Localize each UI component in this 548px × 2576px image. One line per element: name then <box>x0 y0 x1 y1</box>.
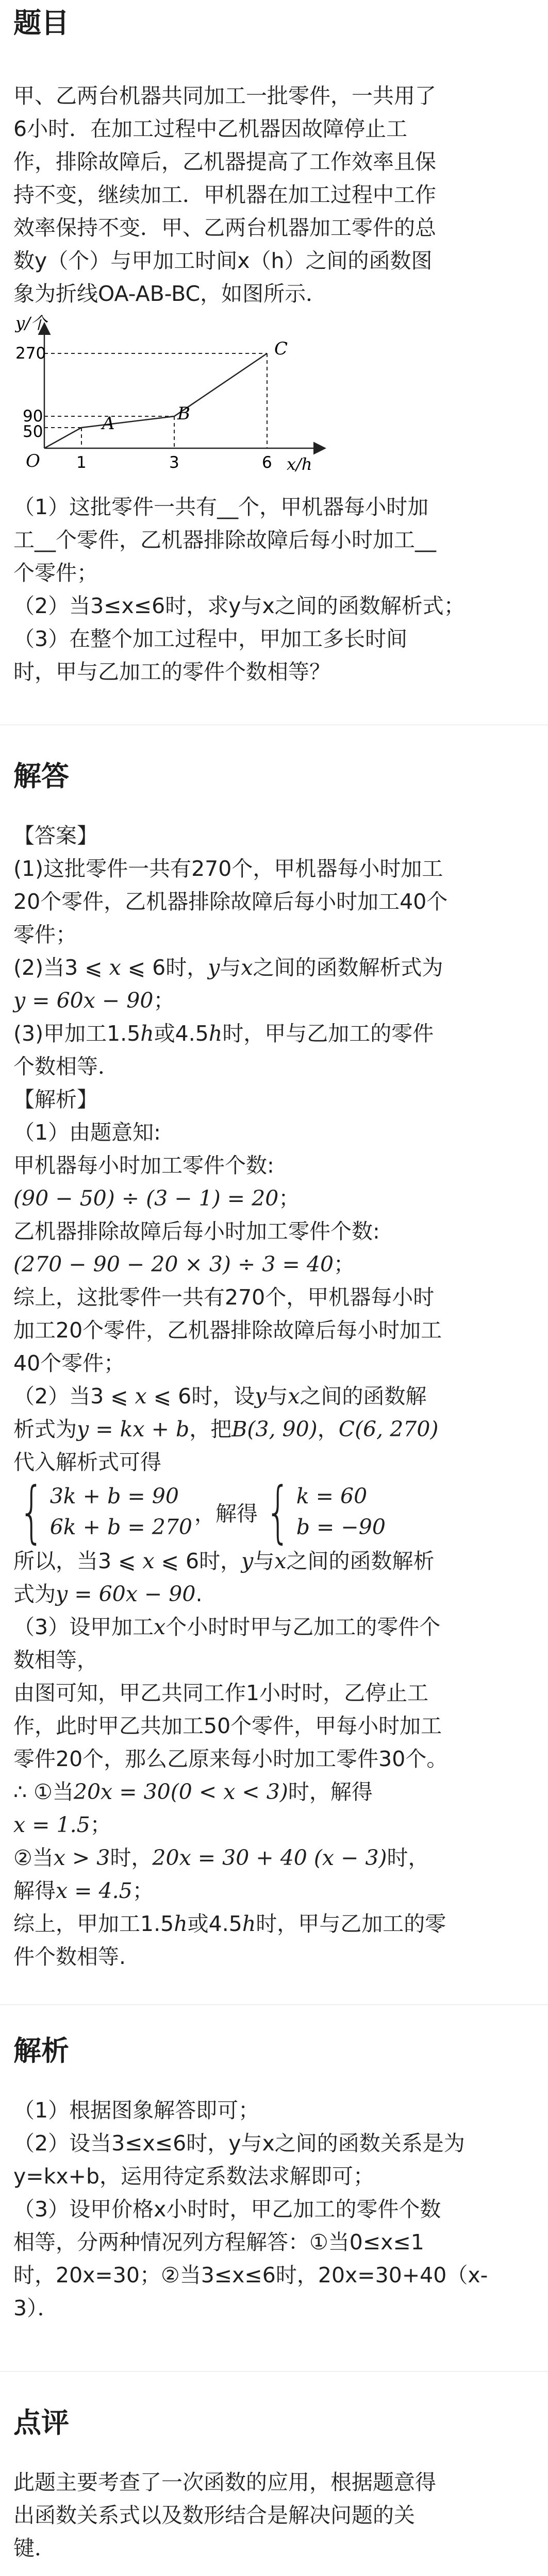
question-line: 效率保持不变．甲、乙两台机器加工零件的总 <box>13 215 436 240</box>
answer-heading: 解答 <box>13 760 69 792</box>
answer-line: y = 60x − 90； <box>13 988 175 1013</box>
hint-line: 3）． <box>13 2296 59 2320</box>
y-tick-270: 270 <box>15 344 46 363</box>
analysis-line: 甲机器每小时加工零件个数: <box>13 1153 274 1178</box>
answer-line: 个数相等． <box>13 1054 119 1079</box>
question-line: 象为折线OA-AB-BC，如图所示． <box>13 281 327 306</box>
analysis-line: 由图可知，甲乙共同工作1小时时，乙停止工 <box>13 1681 429 1705</box>
analysis-line: ∴ ①当20x = 30(0 < x < 3)时，解得 <box>13 1780 373 1804</box>
analysis-line: (270 − 90 − 20 × 3) ÷ 3 = 40； <box>13 1252 355 1277</box>
hint-line: （1）根据图象解答即可； <box>13 2098 260 2123</box>
answer-line: (3)甲加工1.5h或4.5h时，甲与乙加工的零件 <box>13 1021 434 1046</box>
comment-line: 键． <box>13 2536 56 2561</box>
x-tick-3: 3 <box>169 453 179 472</box>
equation-solution: { k = 60 b = −90 <box>265 1472 386 1551</box>
polyline-oabc <box>44 353 267 448</box>
point-b-label: B <box>177 403 190 424</box>
origin-label: O <box>26 451 40 471</box>
analysis-line: 作，此时甲乙共加工50个零件，甲每小时加工 <box>13 1714 442 1738</box>
analysis-line: x = 1.5； <box>13 1812 111 1837</box>
y-tick-50: 50 <box>23 422 43 441</box>
hint-line: 时，20x=30；②当3≤x≤6时，20x=30+40（x- <box>13 2263 488 2287</box>
analysis-line: 代入解析式可得 <box>13 1450 161 1475</box>
sub-question-line: 个零件； <box>13 561 98 585</box>
sub-question-line: 时，甲与乙加工的零件个数相等？ <box>13 659 330 684</box>
analysis-tag: 【解析】 <box>13 1087 98 1112</box>
sub-question-line: （1）这批零件一共有__个，甲机器每小时加 <box>13 495 429 519</box>
analysis-line: （2）当3 ⩽ x ⩽ 6时，设y与x之间的函数解 <box>13 1384 427 1409</box>
analysis-line: 件个数相等. <box>13 1944 126 1969</box>
analysis-line: （3）设甲加工x个小时时甲与乙加工的零件个 <box>13 1615 441 1639</box>
comment-heading: 点评 <box>13 2406 69 2439</box>
analysis-line: 零件20个，那么乙原来每小时加工零件30个。 <box>13 1747 448 1771</box>
analysis-line: （1）由题意知: <box>13 1120 161 1145</box>
question-line: 数y（个）与甲加工时间x（h）之间的函数图 <box>13 248 433 273</box>
hint-line: y=kx+b，运用待定系数法求解即可； <box>13 2164 375 2189</box>
question-line: 持不变，继续加工．甲机器在加工过程中工作 <box>13 182 436 207</box>
analysis-line: 数相等， <box>13 1648 98 1672</box>
point-c-label: C <box>274 338 288 359</box>
analysis-line: ②当x > 3时，20x = 30 + 40 (x − 3)时， <box>13 1845 429 1870</box>
sub-question-line: 工__个零件，乙机器排除故障后每小时加工__ <box>13 528 436 552</box>
analysis-line: 乙机器排除故障后每小时加工零件个数: <box>13 1219 380 1244</box>
answer-tag: 【答案】 <box>13 823 98 848</box>
sub-question-line: （2）当3≤x≤6时，求y与x之间的函数解析式； <box>13 594 465 618</box>
x-axis-label: x/h <box>287 454 312 474</box>
analysis-line: 式为y = 60x − 90. <box>13 1582 203 1606</box>
answer-section <box>13 725 527 2004</box>
question-line: 作，排除故障后，乙机器提高了工作效率且保 <box>13 149 436 174</box>
analysis-line: 40个零件； <box>13 1351 125 1376</box>
equation-system: { 3k + b = 90 6k + b = 270 <box>19 1472 192 1551</box>
x-tick-6: 6 <box>262 453 272 472</box>
question-line: 甲、乙两台机器共同加工一批零件，一共用了 <box>13 83 436 108</box>
comment-line: 出函数关系式以及数形结合是解决问题的关 <box>13 2503 415 2528</box>
hint-section <box>13 2005 527 2371</box>
sub-question-line: （3）在整个加工过程中，甲加工多长时间 <box>13 626 408 651</box>
comment-line: 此题主要考查了一次函数的应用，根据题意得 <box>13 2470 436 2495</box>
answer-line: (2)当3 ⩽ x ⩽ 6时，y与x之间的函数解析式为 <box>13 955 443 980</box>
hint-line: （3）设甲价格x小时时，甲乙加工的零件个数 <box>13 2197 441 2222</box>
x-tick-1: 1 <box>76 453 87 472</box>
answer-line: (1)这批零件一共有270个，甲机器每小时加工 <box>13 856 443 881</box>
analysis-line: 所以，当3 ⩽ x ⩽ 6时，y与x之间的函数解析 <box>13 1549 435 1573</box>
analysis-line: 综上，甲加工1.5h或4.5h时，甲与乙加工的零 <box>13 1911 446 1936</box>
hint-line: 相等，分两种情况列方程解答：①当0≤x≤1 <box>13 2230 424 2255</box>
question-heading: 题目 <box>13 7 69 39</box>
y-axis-label: y/个 <box>15 313 47 333</box>
hint-heading: 解析 <box>13 2035 69 2067</box>
analysis-line: (90 − 50) ÷ (3 − 1) = 20； <box>13 1186 300 1211</box>
analysis-line: 解得x = 4.5； <box>13 1878 154 1903</box>
answer-line: 零件； <box>13 922 77 947</box>
equation-system-line: { 3k + b = 90 6k + b = 270 ，解得 { k = 60 b = −90 <box>13 1479 527 1545</box>
y-tick-90: 90 <box>23 407 43 426</box>
hint-line: （2）设当3≤x≤6时，y与x之间的函数关系是为 <box>13 2131 465 2156</box>
analysis-line: 析式为y = kx + b，把B(3, 90)，C(6, 270) <box>13 1417 439 1442</box>
analysis-line: 加工20个零件，乙机器排除故障后每小时加工 <box>13 1318 442 1343</box>
function-graph <box>14 313 344 483</box>
comment-section <box>13 2372 527 2565</box>
answer-line: 20个零件，乙机器排除故障后每小时加工40个 <box>13 889 448 914</box>
question-line: 6小时．在加工过程中乙机器因故障停止工 <box>13 116 408 141</box>
analysis-line: 综上，这批零件一共有270个，甲机器每小时 <box>13 1285 435 1310</box>
point-a-label: A <box>102 413 115 434</box>
question-section <box>13 0 527 724</box>
